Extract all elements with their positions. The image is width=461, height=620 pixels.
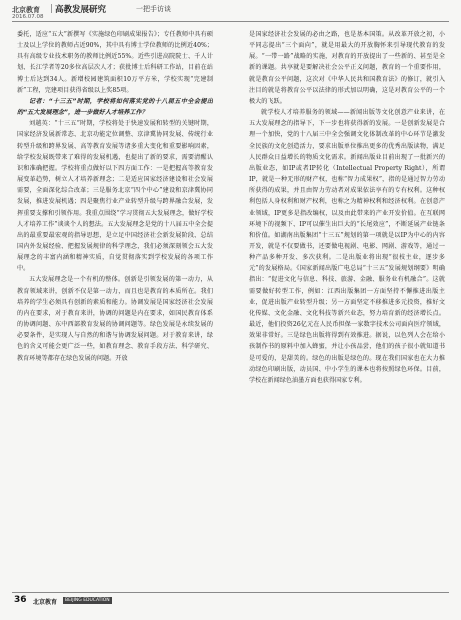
section-title: 高教发展研究 [55, 5, 107, 15]
magazine-logo: 北京教育 [12, 5, 40, 14]
paragraph: 是国家经济社会发展的必由之路，也是基本国策。从改革开放之初，小平同志提出“三个面向”，就是用最大的开放胸怀来引导现代教育的发展。“一带一路”战略的实施，对教育的开放提出了一些新的、甚至是全新的课题。共享就是要解决社会公平正义问题，教育的一个重要作用，就是教育公平问题，这次对《中华人民共和国教育法》的修订，就引入注目的就是将教育公平以法律的形式加以明确，这是对教育公平的一个极大的飞跃。 [249, 31, 445, 105]
paragraph: 刘越英：“十三五”时期，学校将处于快速发展和转型的关键时期，国家经济发展新常态、北京功能定位调整、京津冀协同发展、传统行业转型升级和跨界发展、高等教育发展等诸多重大变化和重要影响因素，给学校发展既带来了难得的发展机遇，也提出了新的要求，需要清醒认识和准确把握。学校将重点做好以下四方面工作：一是把握高等教育发展变革趋势，树立人才培养新理念；二是适应国家经济建设和社会发展需要，全面深化综合改革；三是服务北京“四个中心”建设和京津冀协同发展，推进发展机遇；四是聚焦行业产业转型升级与跨界融合发展，发挥重要支撑和引领作用。我重点围绕“学习贯彻五大发展理念，做好学校人才培养工作”谈谈个人的想法。五大发展理念是党的十八届五中全会提出的最重要最宏观的指导思想，是立足中国经济社会新发展阶段、总结国内外发展经验、把握发展规律的科学理念，我们必须深刻领会五大发展理念的丰富内涵和精神实质，自觉贯彻落实到学校发展的各项工作中。 [17, 120, 213, 273]
right-text-column [249, 29, 445, 585]
footer-magazine-name: 北京教育 [33, 599, 58, 606]
interview-question: 记者：“十三五”时期，学校将如何落实党的十八届五中全会提出的“五大发展理念”，进一步做好人才培养工作？ [17, 97, 213, 117]
footer-english-name: BEIJING EDUCATION [65, 598, 110, 603]
header-separator [51, 4, 52, 13]
paragraph: 委托，适应“五大”新撰写《实施绿色印刷成果报告》；专任教师中具有硕士及以上学位的教师占近90%，其中具有博士学位教师的比例近40%；具有高级专业技术职务的教师比例近55%。近些引进高院院士、千人计划、长江学者等20多位高层次人才；获批博士后科研工作站，目前在站博士后达到34人。新增校园建筑面积10万平方米，学校实现“完建制新”工程，完建项目获得省级以上奖85项。 [17, 31, 213, 94]
paragraph: 就学校人才培养服务的领域——新闻出版等文化创意产业来讲，在五大发展理念的指导下，下一步也将获得新的发展。一是创新发展是合理一个加快，党的十八届三中全会强调文化体制改革的中心环节是激发全民族的文化创造活力，要求出版单位推出更多的优秀出版读物，满足人民群众日益增长的物质文化需求。新闻出版业目前出现了一批新兴的出版业态，如IP或者IP转化（Intellectual Property Right），所谓IP，就是一种无形的财产权，也称“智力成果权”，指的是通过智力劳动所获得的成果，并且由智力劳动者对成果依法享有的专有权利。这种权利包括人身权利和财产权利，也称之为精神权利和经济权利。在创意产业领域，IP更多是指改编权，以及由此带来的产业开发价值。在互联网环境下的视频下、IP可以催生出巨大的“长尾效应”，不断延展产业链条和价值。如湖南出版集团“十三五”规划的第一项就是以IP为中心的内容开发，就是不仅要做书，还要做电视剧、电影、网剧、游戏等，通过一种产品多种开发、多次获利。二是出版业将出现“很枝主业，逐步多元”的发展格局。《国家新闻出版广电总局“十三五”发展规划纲要》明确指出：“促进文化与信息、科技、旅游、金融、服务业有机融合”。这就需要做好转型工作，例如：江西出版集团一方面坚持不懈推进出版主业，促进出版产业转型升级；另一方面坚定不移推进多元投资，推好文化传媒、文化金融、文化科技等新兴业态，努力培育新的经济增长点。最近，他们投资26亿元在人民币担保一家数字技术公司面向医疗领域，效果非常好。三是绿色出版将得到有效推进。据说，以色列人会在给小孩制作书的原料中加入蜂蜜，并让小孩品尝，他们的孩子很小就知道书是可爱的，是甜美的。绿色的出版是绿色的。现在我们国家也在大力推动绿色印刷出版，动员国、中小学生的课本也将按照绿色环保。目前，学校在新闻绿色油墨方面也获得国家专利。 [249, 109, 445, 384]
page-number: 36 [14, 595, 27, 605]
column-subtitle: 一把手访谈 [136, 5, 171, 13]
issue-date: 2016.07.08 [12, 14, 44, 20]
header-rule [12, 21, 449, 22]
left-text-column [17, 29, 213, 585]
footer-rule [12, 592, 449, 593]
paragraph: 五大发展理念是一个有机的整体。创新是引领发展的第一动力，从教育领域来讲，创新不仅是第一动力，而且也是教育的本质所在。我们培养的学生必须具有创新的素质和能力。协调发展是国家经济社会发展的内在要求，对于教育来讲，协调的问题是内在要求，如国民教育体系的协调问题、东中西部教育发展的协调问题等。绿色发展是永续发展的必要条件，是实现人与自然的和谐与协调发展问题。对于教育来讲，绿色的含义可能会更广泛一些，如教育理念、教育手段方法、科学研究、教育环境等都存在绿色发展的问题。开放 [17, 276, 213, 362]
